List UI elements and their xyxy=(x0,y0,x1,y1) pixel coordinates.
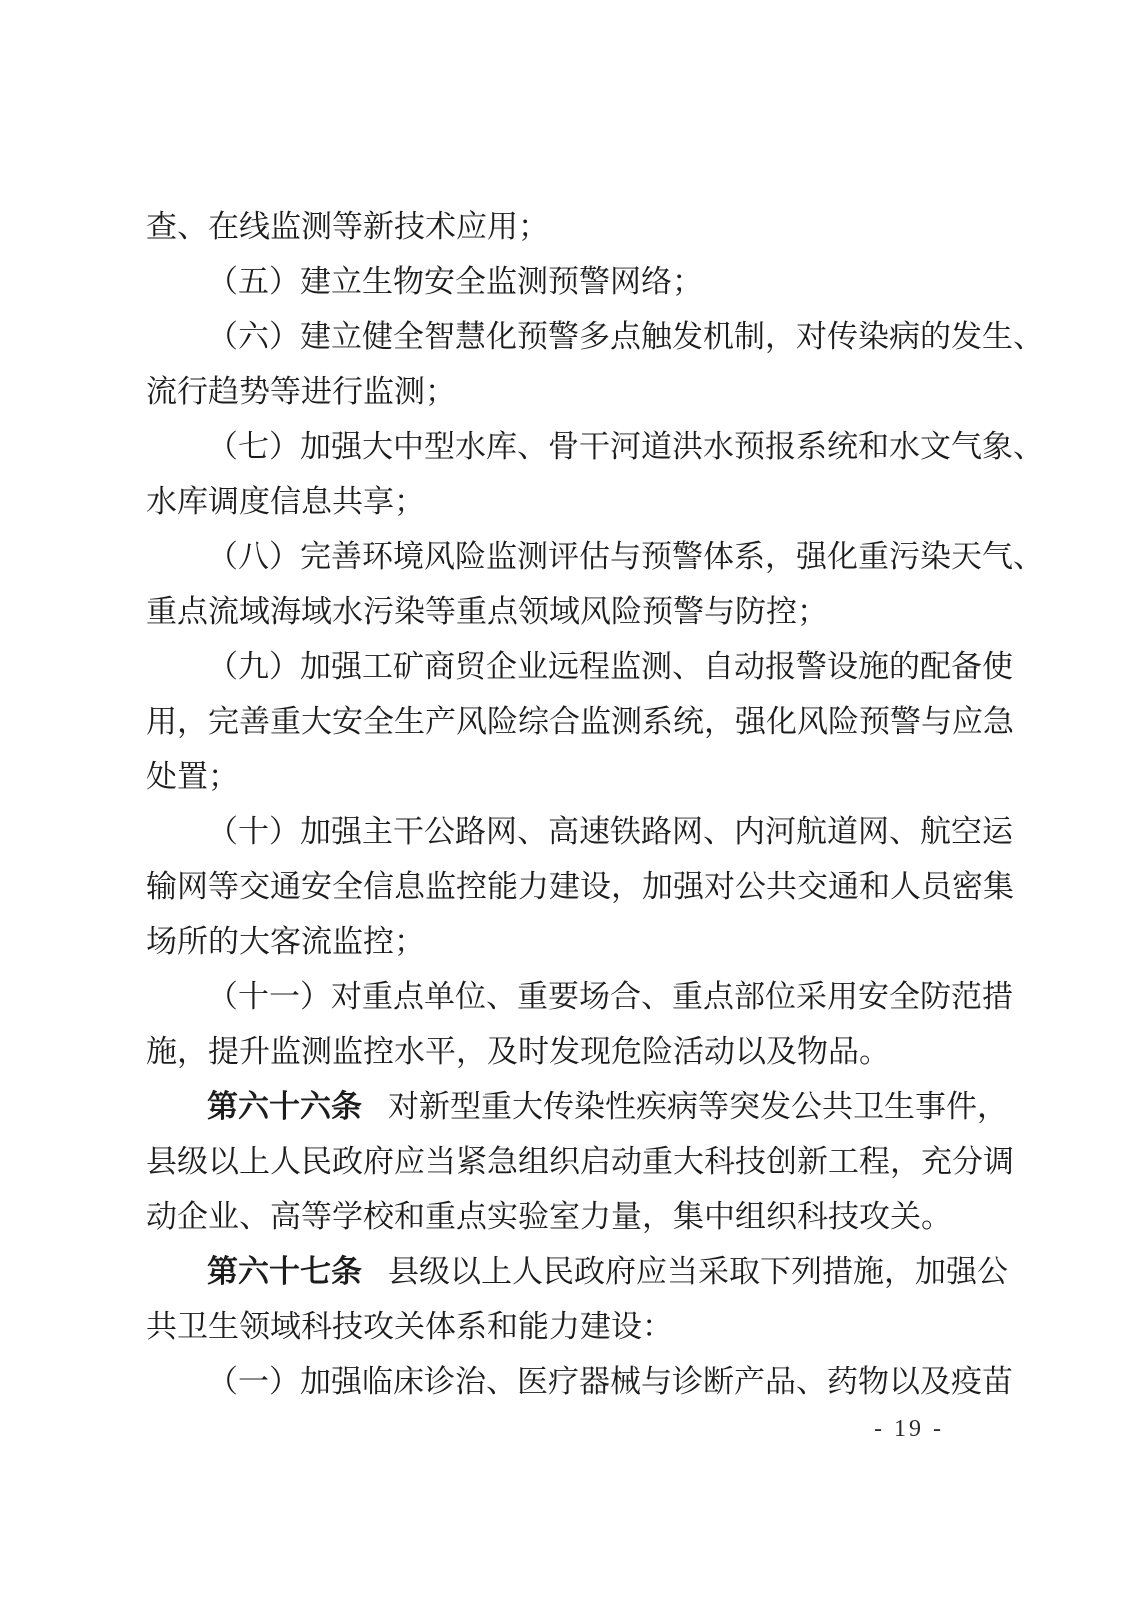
text-line: （ 一 ） 加 强 临 床 诊 治 、 医 疗 器 械 与 诊 断 产 品 、 药 物 以 及 疫 苗 xyxy=(207,1364,1013,1399)
text-line: 第 六 十 六 条 对 新 型 重 大 传 染 性 疾 病 等 突 发 公 共 卫 生 事 件 ， xyxy=(207,1089,1008,1124)
text-line: （ 十 ） 加 强 主 干 公 路 网 、 高 速 铁 路 网 、 内 河 航 道 网 、 航 空 运 xyxy=(207,814,1013,849)
text-line: 第 六 十 七 条 县 级 以 上 人 民 政 府 应 当 采 取 下 列 措 施 ， 加 强 公 xyxy=(207,1254,1008,1289)
text-line: （ 十 一 ） 对 重 点 单 位 、 重 要 场 合 、 重 点 部 位 采 用 安 全 防 范 措 xyxy=(207,979,1013,1014)
document-body xyxy=(146,199,1044,1409)
text-line: 处置； xyxy=(146,759,239,794)
text-line: 查、在线监测等新技术应用； xyxy=(146,209,549,244)
text-line: （ 七 ） 加 强 大 中 型 水 库 、 骨 干 河 道 洪 水 预 报 系 统 和 水 文 气 象 、 xyxy=(207,429,1044,464)
text-line: 动企业、高等学校和重点实验室力量，集中组织科技攻关。 xyxy=(146,1199,952,1234)
text-line: （五）建立生物安全监测预警网络； xyxy=(207,264,703,299)
text-line: 流行趋势等进行监测； xyxy=(146,374,456,409)
text-line: 水库调度信息共享； xyxy=(146,484,425,519)
page-number: - 19 - xyxy=(874,1416,944,1442)
text-line: （ 六 ） 建 立 健 全 智 慧 化 预 警 多 点 触 发 机 制 ， 对 传 染 病 的 发 生 、 xyxy=(207,319,1044,354)
text-line: 共卫生领域科技攻关体系和能力建设： xyxy=(146,1309,673,1344)
text-line: 县 级 以 上 人 民 政 府 应 当 紧 急 组 织 启 动 重 大 科 技 创 新 工 程 ， 充 分 调 xyxy=(146,1144,1014,1179)
text-line: 用 ， 完 善 重 大 安 全 生 产 风 险 综 合 监 测 系 统 ， 强 化 风 险 预 警 与 应 急 xyxy=(146,704,1014,739)
text-line: （ 八 ） 完 善 环 境 风 险 监 测 评 估 与 预 警 体 系 ， 强 化 重 污 染 天 气 、 xyxy=(207,539,1044,574)
text-line: 输 网 等 交 通 安 全 信 息 监 控 能 力 建 设 ， 加 强 对 公 共 交 通 和 人 员 密 集 xyxy=(146,869,1014,904)
text-line: 施，提升监测监控水平，及时发现危险活动以及物品。 xyxy=(146,1034,890,1069)
text-line: 场所的大客流监控； xyxy=(146,924,425,959)
text-line: （ 九 ） 加 强 工 矿 商 贸 企 业 远 程 监 测 、 自 动 报 警 设 施 的 配 备 使 xyxy=(207,649,1013,684)
text-line: 重点流域海域水污染等重点领域风险预警与防控； xyxy=(146,594,828,629)
